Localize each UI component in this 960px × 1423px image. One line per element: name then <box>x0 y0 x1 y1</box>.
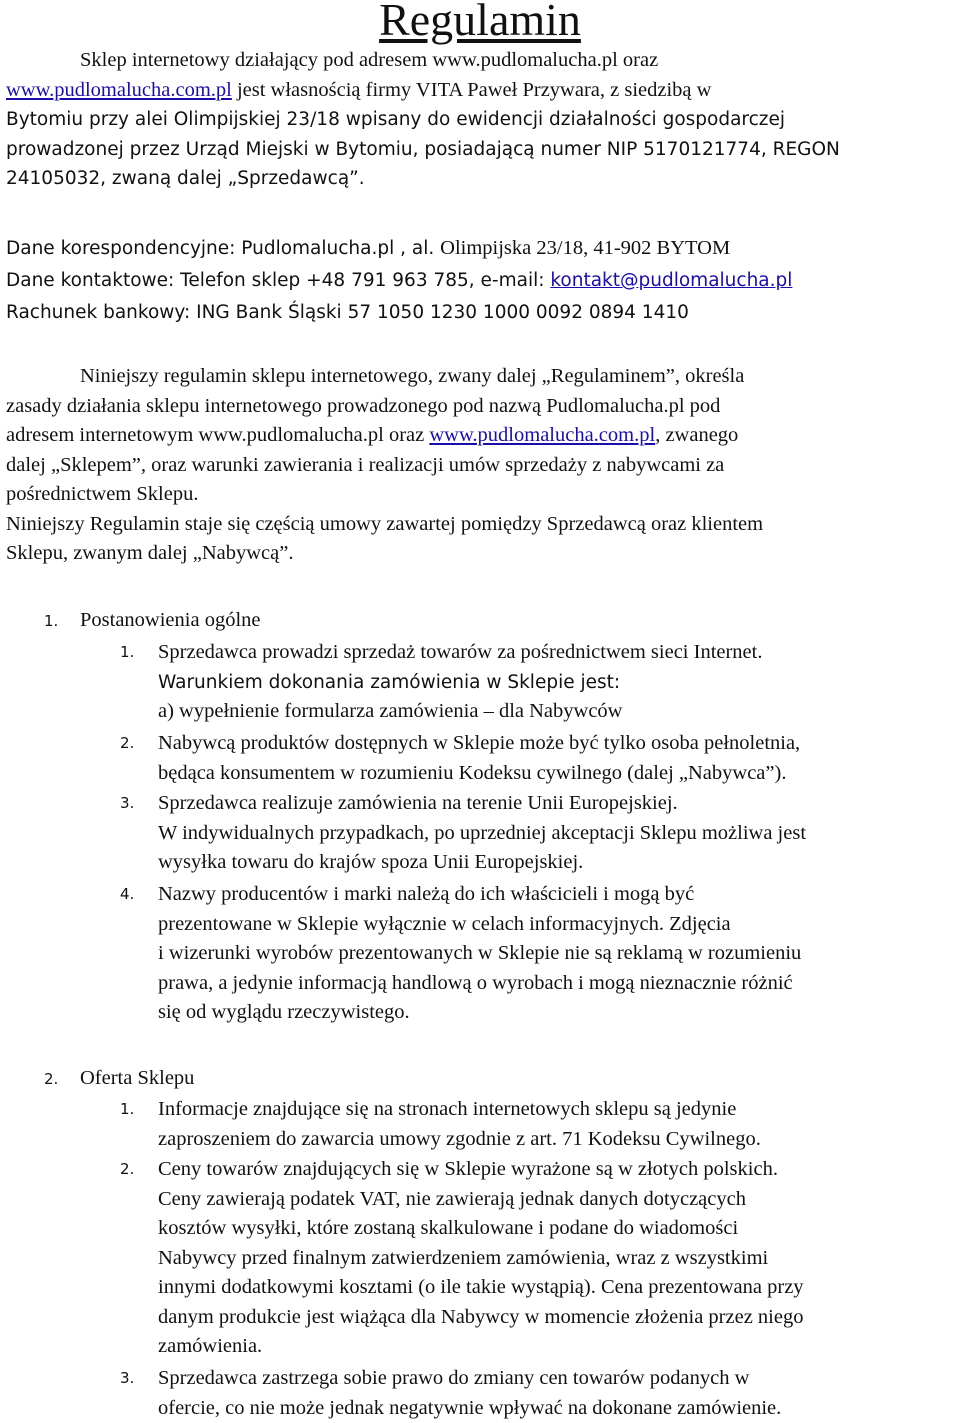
bank-account: Rachunek bankowy: ING Bank Śląski 57 1050 1230 1000 0092 0894 1410 <box>6 302 689 323</box>
preamble-line-5: pośrednictwem Sklepu. <box>6 483 199 505</box>
preamble-line-6: Niniejszy Regulamin staje się częścią umowy zawartej pomiędzy Sprzedawcą oraz klientem <box>6 512 764 535</box>
contact-block <box>6 232 956 329</box>
section-heading-1: 1. Postanowienia ogólne <box>44 609 261 631</box>
page-title: Regulamin <box>379 0 581 45</box>
intro-line-2: www.pudlomalucha.com.pl jest własnością firmy VITA Paweł Przywara, z siedzibą w <box>6 78 712 101</box>
intro-line-3: Bytomiu przy alei Olimpijskiej 23/18 wpisany do ewidencji działalności gospodarczej <box>6 109 786 130</box>
preamble-line-7: Sklepu, zwanym dalej „Nabywcą”. <box>6 542 294 564</box>
email-link[interactable]: kontakt@pudlomalucha.pl <box>550 270 793 291</box>
preamble-paragraph <box>6 362 956 569</box>
shop-url-link-2[interactable]: www.pudlomalucha.com.pl <box>429 424 656 446</box>
shop-url-link[interactable]: www.pudlomalucha.com.pl <box>6 78 232 101</box>
preamble-line-2: zasady działania sklepu internetowego prowadzonego pod nazwą Pudlomalucha.pl pod <box>6 394 721 417</box>
preamble-line-1: Niniejszy regulamin sklepu internetowego, zwany dalej „Regulaminem”, określa <box>80 365 745 387</box>
section-heading-2: 2. Oferta Sklepu <box>44 1067 195 1089</box>
contact-phone-email: Dane kontaktowe: Telefon sklep +48 791 963 785, e-mail: kontakt@pudlomalucha.pl <box>6 270 793 291</box>
intro-line-4: prowadzonej przez Urząd Miejski w Bytomiu, posiadającą numer NIP 5170121774, REGON <box>6 138 840 160</box>
intro-line-5: 24105032, zwaną dalej „Sprzedawcą”. <box>6 168 365 189</box>
correspondence-address: Dane korespondencyjne: Pudlomalucha.pl , al. Olimpijska 23/18, 41-902 BYTOM <box>6 237 731 259</box>
intro-line-1: Sklep internetowy działający pod adresem www.pudlomalucha.pl oraz <box>80 49 659 71</box>
intro-paragraph <box>6 46 956 194</box>
preamble-line-3: adresem internetowym www.pudlomalucha.pl oraz www.pudlomalucha.com.pl, zwanego <box>6 424 739 446</box>
preamble-line-4: dalej „Sklepem”, oraz warunki zawierania i realizacji umów sprzedaży z nabywcami za <box>6 453 725 476</box>
